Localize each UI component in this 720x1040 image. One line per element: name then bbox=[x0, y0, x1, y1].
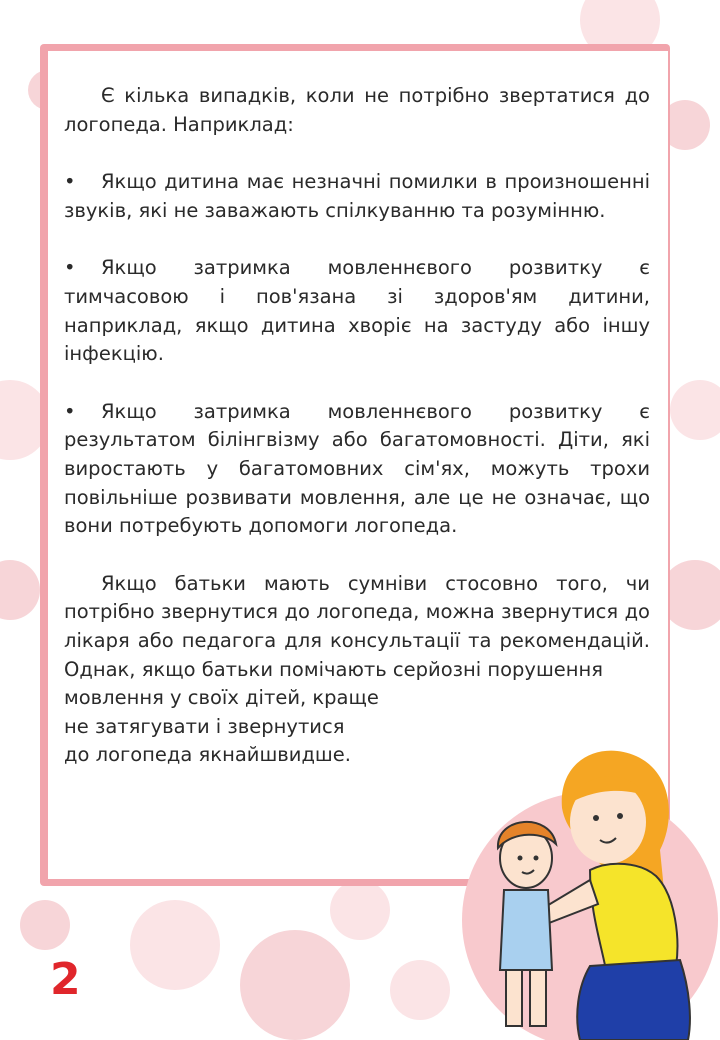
intro-paragraph: Є кілька випадків, коли не потрібно звертатися до логопеда. Наприклад: bbox=[64, 84, 650, 136]
background-dot bbox=[240, 930, 350, 1040]
page-number: 2 bbox=[50, 954, 81, 1005]
background-dot bbox=[670, 380, 720, 440]
conclusion-line: до логопеда якнайшвидше. bbox=[64, 743, 351, 767]
bullet-item-2: • Якщо затримка мовленнєвого розвитку є тимчасовою і пов'язана зі здоров'ям дитини, наприклад, якщо дитина хворіє на застуду або іншу інфекцію. bbox=[64, 256, 650, 366]
bullet-icon: • bbox=[64, 170, 76, 194]
body-text bbox=[64, 82, 650, 770]
bullet-item-1: • Якщо дитина має незначні помилки в произношенні звуків, які не заважають спілкуванню та розумінню. bbox=[64, 170, 650, 222]
bullet-icon: • bbox=[64, 399, 76, 423]
bullet-icon: • bbox=[64, 256, 76, 280]
conclusion-paragraph: Якщо батьки мають сумніви стосовно того, чи потрібно звернутися до логопеда, можна звернутися до лікаря або педагога для консультації та рекомендацій. Однак, якщо батьки помічають серйозні порушення bbox=[64, 571, 650, 681]
background-dot bbox=[330, 880, 390, 940]
background-dot bbox=[0, 560, 40, 620]
background-dot bbox=[130, 900, 220, 990]
conclusion-line: не затягувати і звернутися bbox=[64, 714, 345, 738]
bullet-item-3: • Якщо затримка мовленнєвого розвитку є результатом білінгвізму або багатомовності. Діти, які виростають у багатомовних сім'ях, можуть трохи повільніше розвивати мовлення, але це не означає, що вони потребують допомоги логопеда. bbox=[64, 399, 650, 538]
background-dot bbox=[20, 900, 70, 950]
mother-child-illustration bbox=[440, 720, 720, 1040]
conclusion-line: мовлення у своїх дітей, краще bbox=[64, 686, 379, 710]
